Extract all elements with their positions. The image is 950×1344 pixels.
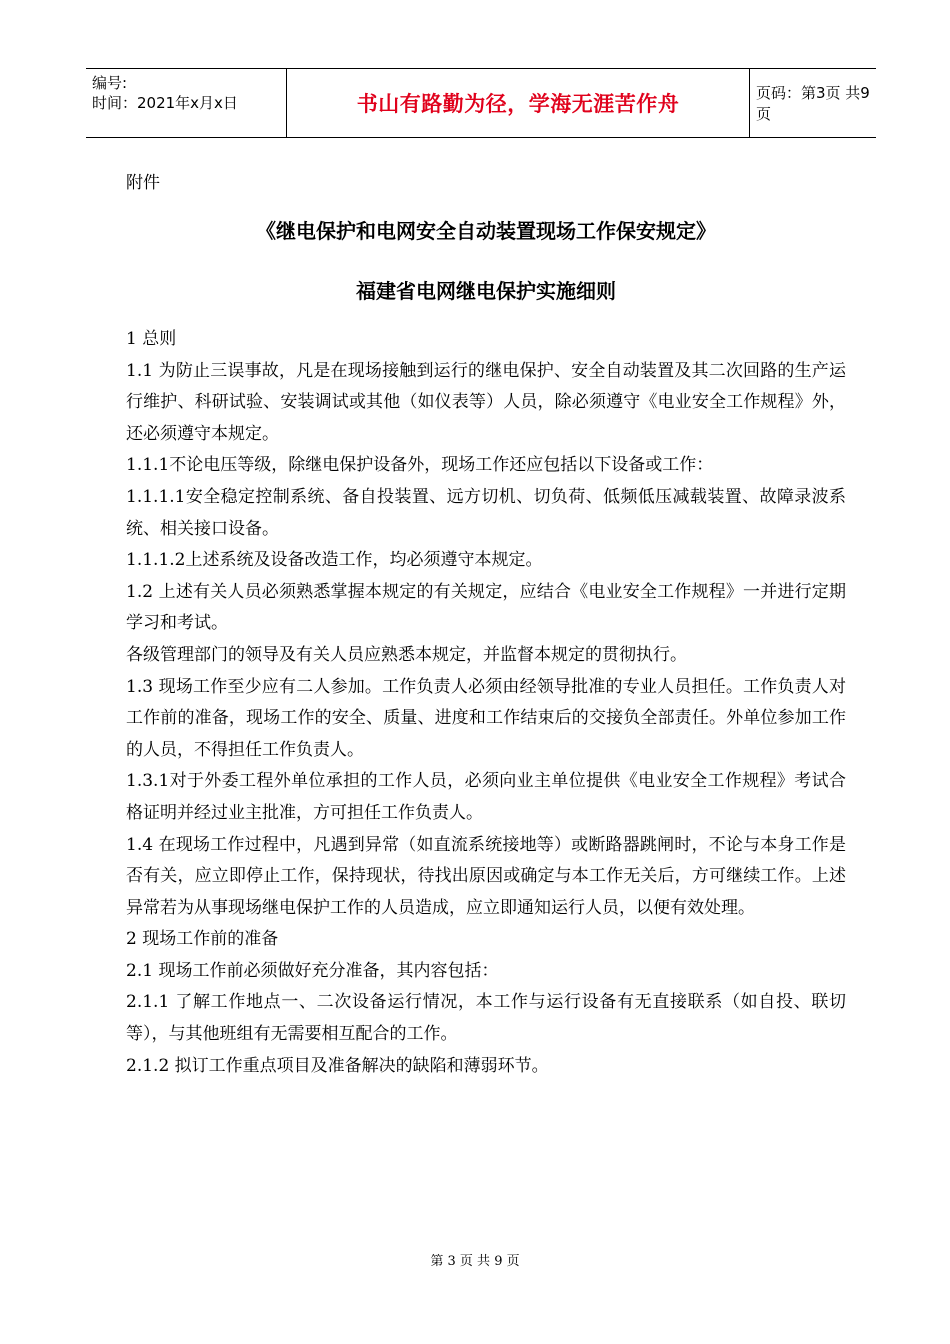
paragraph: 1.2 上述有关人员必须熟悉掌握本规定的有关规定，应结合《电业安全工作规程》一并进行定期学习和考试。 bbox=[126, 581, 846, 634]
document-title: 《继电保护和电网安全自动装置现场工作保安规定》 bbox=[256, 219, 716, 243]
paragraph: 1.3 现场工作至少应有二人参加。工作负责人必须由经领导批准的专业人员担任。工作负责人对工作前的准备，现场工作的安全、质量、进度和工作结束后的交接负全部责任。外单位参加工作的人员，不得担任工作负责人。 bbox=[126, 676, 846, 760]
document-body bbox=[126, 168, 846, 1082]
header-slogan: 书山有路勤为径，学海无涯苦作舟 bbox=[356, 92, 680, 116]
paragraph: 各级管理部门的领导及有关人员应熟悉本规定，并监督本规定的贯彻执行。 bbox=[126, 644, 687, 665]
document-subtitle: 福建省电网继电保护实施细则 bbox=[356, 279, 616, 303]
section-heading: 2 现场工作前的准备 bbox=[126, 929, 279, 950]
header-number: 编号: bbox=[92, 74, 128, 92]
paragraph: 1.1.1不论电压等级，除继电保护设备外，现场工作还应包括以下设备或工作： bbox=[126, 455, 714, 476]
header-info bbox=[86, 69, 286, 137]
paragraph: 2.1.1 了解工作地点一、二次设备运行情况，本工作与运行设备有无直接联系（如自投、联切等），与其他班组有无需要相互配合的工作。 bbox=[126, 992, 846, 1045]
section-heading: 1 总则 bbox=[126, 329, 177, 349]
paragraph: 1.4 在现场工作过程中，凡遇到异常（如直流系统接地等）或断路器跳闸时，不论与本身工作是否有关，应立即停止工作，保持现状，待找出原因或确定与本工作无关后，方可继续工作。上述异常若为从事现场继电保护工作的人员造成，应立即通知运行人员，以便有效处理。 bbox=[126, 834, 846, 918]
attachment-label: 附件 bbox=[126, 173, 160, 193]
header-page-number: 页码：第3页 共9页 bbox=[756, 84, 870, 123]
header-time: 时间：2021年x月x日 bbox=[92, 94, 238, 112]
header-slogan-cell bbox=[286, 69, 750, 137]
paragraph: 1.1.1.1安全稳定控制系统、备自投装置、远方切机、切负荷、低频低压减载装置、故障录波系统、相关接口设备。 bbox=[126, 486, 846, 539]
paragraph: 1.3.1对于外委工程外单位承担的工作人员，必须向业主单位提供《电业安全工作规程》考试合格证明并经过业主批准，方可担任工作负责人。 bbox=[126, 771, 846, 823]
paragraph: 2.1 现场工作前必须做好充分准备，其内容包括： bbox=[126, 960, 499, 981]
paragraph: 1.1 为防止三误事故，凡是在现场接触到运行的继电保护、安全自动装置及其二次回路的生产运行维护、科研试验、安装调试或其他（如仪表等）人员，除必须遵守《电业安全工作规程》外，还必须遵守本规定。 bbox=[126, 360, 846, 444]
paragraph: 2.1.2 拟订工作重点项目及准备解决的缺陷和薄弱环节。 bbox=[126, 1055, 549, 1076]
page-footer: 第 3 页 共 9 页 bbox=[430, 1254, 520, 1269]
page-header bbox=[86, 68, 876, 138]
paragraph: 1.1.1.2上述系统及设备改造工作，均必须遵守本规定。 bbox=[126, 550, 543, 571]
